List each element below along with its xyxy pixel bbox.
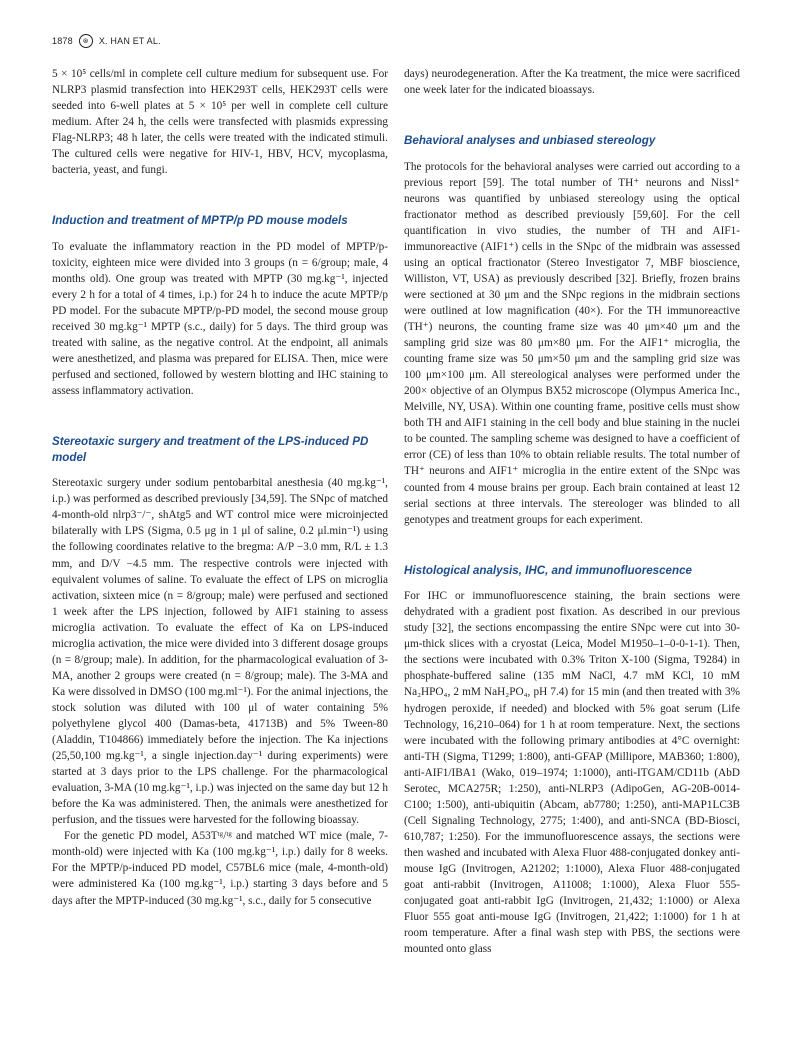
paragraph-histology: For IHC or immunofluorescence staining, the brain sections were dehydrated with a gradient post fixation. As described in our previous study [32], the sections encompassing the entire SNpc were cut into 30-μm-thick slices with a cryostat (Leica, Model M1950–1–0-0-1-1). Then, the sections were incubated with 0.3% Triton X-100 (Sigma, T9284) in phosphate-buffered saline (135 mM NaCl, 4.7 mM KCl, 10 mM Na₂HPO₄, 2 mM NaH₂PO₄, pH 7.4) for 15 min (and then treated with 3% hydrogen peroxide, if needed) and blocked with 5% goat serum (Life Technology, 16,210–064) for 1 h at room temperature. Next, the sections were incubated with the following primary antibodies at 4°C overnight: anti-TH (Sigma, T1299; 1:800), anti-GFAP (Millipore, MAB360; 1:800), anti-AIF1/IBA1 (Wako, 019–1974; 1:1000), anti-ITGAM/CD11b (AbD Serotec, MCA275R; 1:250), anti-NLRP3 (AdipoGen, AG-20B-0014-C100; 1:500), anti-ubiquitin (Abcam, ab7780; 1:250), anti-MAP1LC3B (Cell Signaling Technology, 2775; 1:400), and anti-SNCA (BD-Biosci, 610,787; 1:250). For the immunofluorescence assays, the sections were then washed and incubated with Alexa Fluor 488-conjugated donkey anti-mouse IgG (Invitrogen, A21202; 1:1000), Alexa Fluor 488-conjugated goat anti-rabbit (Invitrogen, A11008; 1:1000), Alexa Fluor 555-conjugated goat anti-rabbit IgG (Invitrogen, 21,432; 1:1000) or Alexa Fluor 555 goat anti-mouse IgG (Invitrogen, 21,422; 1:1000) for 1 h at room temperature. After a final wash step with PBS, the sections were mounted onto glass <box>404 590 740 956</box>
running-head-authors: X. HAN ET AL. <box>98 36 161 46</box>
paragraph-mptp: To evaluate the inflammatory reaction in the PD model of MPTP/p-toxicity, eighteen mice were divided into 3 groups (n = 6/group; male, 4 months old). One group was treated with MPTP (30 mg.kg⁻¹, injected every 2 h for a total of 4 times, i.p.) for 24 h to induce the acute MPTP/p PD model. For the subacute MPTP/p-PD model, the second mouse group received 30 mg.kg⁻¹ MPTP (s.c., daily) for 5 days. The third group was treated with saline, as the negative control. At the endpoint, all animals were anesthetized, and plasma was prepared for ELISA. Then, mice were perfused and sectioned, followed by western blotting and IHC staining to assess inflammatory activation. <box>52 240 388 398</box>
paragraph-lps: Stereotaxic surgery under sodium pentobarbital anesthesia (40 mg.kg⁻¹, i.p.) was performed as described previously [34,59]. The SNpc of matched 4-month-old nlrp3⁻/⁻, shAtg5 and WT control mice were microinjected bilaterally with LPS (Sigma, 0.5 μg in 1 μl of saline, 0.2 μl.min⁻¹) using the following coordinates relative to the bregma: A/P −3.0 mm, R/L ± 1.3 mm, and D/V −4.5 mm. The respective controls were injected with equivalent volumes of saline. To evaluate the effect of LPS on microglia activation, sixteen mice (n = 8/group; male) were perfused and sectioned 1 week after the LPS injection, followed by AIF1 staining to assess microglia activation. To evaluate the effect of Ka on LPS-induced microglia activation, the mice were divided into 3 different dosage groups (n = 8/group; male). In addition, for the pharmacological evaluation of 3-MA, another 2 groups were created (n = 8/group; male). The 3-MA and Ka were dissolved in DMSO (100 mg.ml⁻¹). For the animal injections, the stock solution was diluted with 100 μl of water containing 5% polyethylene glycol 400 (Damas-beta, 41713B) and 5% Tween-80 (Aladdin, T104866) immediately before the injection. The Ka injections (25,50,100 mg.kg⁻¹, a single injection.day⁻¹ during experiments) were started at 3 days prior to the LPS challenge. For the pharmacological evaluation, 3-MA (10 mg.kg⁻¹, i.p.) was injected on the same day but 12 h before the Ka was administered. Then, the animals were anesthetized for perfusion, and the tissues were harvested for the following bioassay. <box>52 477 388 827</box>
section-heading-mptp: Induction and treatment of MPTP/p PD mouse models <box>52 214 348 228</box>
paragraph-genetic-model: For the genetic PD model, A53Tᵗᵍ/ᵗᵍ and matched WT mice (male, 7-month-old) were injected with Ka (100 mg.kg⁻¹, i.p.) daily for 8 weeks. For the MPTP/p-induced PD model, C57BL6 mice (male, 4-month-old) were administered Ka (100 mg.kg⁻¹, i.p.) starting 3 days before and 5 days after the MPTP-induced (30 mg.kg⁻¹, s.c., daily for 5 consecutive <box>52 830 388 907</box>
paragraph-cell-culture: 5 × 10⁵ cells/ml in complete cell culture medium for subsequent use. For NLRP3 plasmid transfection into HEK293T cells, HEK293T cells were seeded into 6-well plates at 5 × 10⁵ per well in complete cell culture medium. After 24 h, the cells were transfected with plasmids expressing Flag-NLRP3; 48 h later, the cells were treated with the indicated stimuli. The cultured cells were negative for HIV-1, HBV, HCV, mycoplasma, bacteria, yeast, and fungi. <box>52 68 388 177</box>
left-column <box>52 66 388 909</box>
section-heading-behavior: Behavioral analyses and unbiased stereology <box>404 134 656 148</box>
right-column <box>404 66 740 957</box>
running-header <box>52 34 161 48</box>
paragraph-neurodegeneration: days) neurodegeneration. After the Ka treatment, the mice were sacrificed one week later for the indicated bioassays. <box>404 68 740 97</box>
section-heading-histology: Histological analysis, IHC, and immunofluorescence <box>404 563 692 577</box>
page-number: 1878 <box>52 36 73 46</box>
journal-logo-icon: ⊛ <box>79 34 93 48</box>
section-heading-lps: Stereotaxic surgery and treatment of the LPS-induced PD model <box>52 435 369 464</box>
paragraph-behavior: The protocols for the behavioral analyses were carried out according to a previous report [59]. The total number of TH⁺ neurons and Nissl⁺ neurons was quantified by unbiased stereology using the optical fractionator method as described previously [59,60]. For the cell quantification in vivo studies, the number of TH and AIF1-immunoreactive (AIF1⁺) cells in the SNpc of the midbrain was assessed using an optical fractionator (Stereo Investigator 7, MBF bioscience, Williston, VT, USA) as previously described [32]. Briefly, frozen brains were sectioned at 30 μm and the SNpc regions in the midbrain sections were outlined at low magnification (40×). For the TH immunoreactive (TH⁺) neurons, the counting frame size was 40 μm×40 μm and the sampling grid size was 80 μm×80 μm. For the AIF1⁺ microglia, the counting frame size was 50 μm×50 μm and the sampling grid size was 100 μm×100 μm. All stereological analyses were performed under the 200× objective of an Olympus BX52 microscope (Olympus America Inc., Melville, NY, USA). Within one counting frame, positive cells must show both TH and AIF1 staining in the cell body and blue staining in the nuclei to be counted. The sampling scheme was designed to have a coefficient of error (CE) of less than 10% to obtain reliable results. The total number of TH⁺ neurons and AIF1⁺ microglia in the entire extent of the SNpc was counted from 4 mouse brains per group. Each brain contained at least 12 serial sections at three intervals. The stereologer was blinded to all genotypes and treatment groups for each experiment. <box>404 160 740 526</box>
